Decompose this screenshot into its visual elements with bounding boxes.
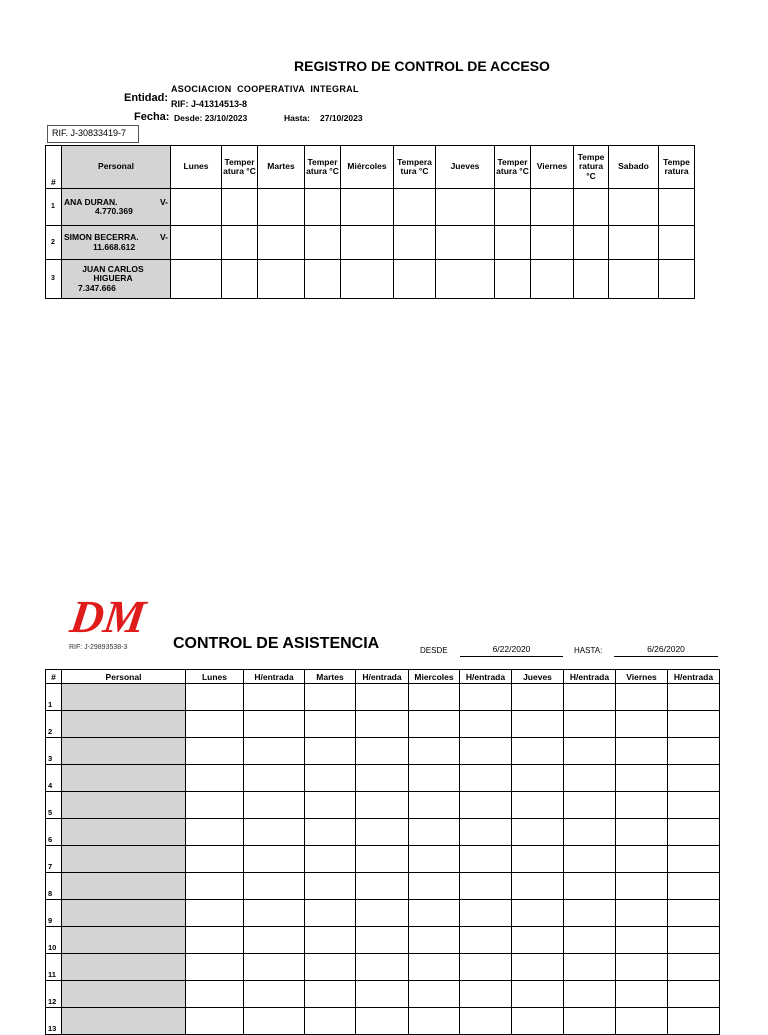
table-row [46, 765, 720, 792]
cell[interactable] [305, 189, 341, 226]
cell[interactable] [305, 260, 341, 299]
attendance-cell[interactable] [460, 900, 512, 927]
attendance-cell[interactable] [564, 873, 616, 900]
cell[interactable] [305, 226, 341, 260]
attendance-cell[interactable] [356, 1008, 409, 1035]
attendance-cell[interactable] [668, 927, 720, 954]
personal-name: JUAN CARLOS HIGUERA [82, 263, 144, 284]
attendance-cell[interactable] [668, 846, 720, 873]
form1-title: REGISTRO DE CONTROL DE ACCESO [294, 58, 550, 74]
attendance-cell[interactable] [512, 900, 564, 927]
row-number: 8 [46, 873, 62, 900]
personal-id: 7.347.666 [78, 282, 116, 293]
cell[interactable] [659, 260, 695, 299]
attendance-cell[interactable] [356, 765, 409, 792]
cell[interactable] [495, 189, 531, 226]
table-row [46, 711, 720, 738]
attendance-cell[interactable] [668, 873, 720, 900]
desde-value[interactable]: 6/22/2020 [460, 644, 563, 657]
row-number: 12 [46, 981, 62, 1008]
attendance-cell[interactable] [616, 684, 668, 711]
attendance-cell[interactable] [409, 846, 460, 873]
header-sabado: Sabado [609, 146, 659, 189]
desde-label: DESDE [420, 646, 448, 655]
attendance-cell[interactable] [244, 684, 305, 711]
attendance-cell[interactable] [460, 684, 512, 711]
attendance-cell[interactable] [244, 954, 305, 981]
cell[interactable] [609, 189, 659, 226]
row-number: 13 [46, 1008, 62, 1035]
attendance-cell[interactable] [186, 981, 244, 1008]
table-row [46, 981, 720, 1008]
header-h-entrada: H/entrada [564, 670, 616, 684]
attendance-cell[interactable] [512, 981, 564, 1008]
personal-cell[interactable] [62, 873, 186, 900]
header-personal: Personal [62, 146, 171, 189]
table-row [46, 738, 720, 765]
cell[interactable] [222, 226, 258, 260]
entidad-value: ASOCIACION COOPERATIVA INTEGRAL [171, 84, 359, 94]
cell[interactable] [341, 189, 394, 226]
personal-cell[interactable] [62, 711, 186, 738]
attendance-cell[interactable] [409, 738, 460, 765]
attendance-cell[interactable] [305, 927, 356, 954]
attendance-cell[interactable] [305, 738, 356, 765]
attendance-cell[interactable] [616, 711, 668, 738]
attendance-cell[interactable] [512, 819, 564, 846]
table-row [46, 819, 720, 846]
table-row [46, 873, 720, 900]
attendance-cell[interactable] [564, 927, 616, 954]
attendance-cell[interactable] [186, 954, 244, 981]
table-row [46, 684, 720, 711]
personal-id-prefix: V- [159, 196, 168, 207]
header-temp-4: Temper atura °C [495, 146, 531, 189]
row-number: 2 [46, 711, 62, 738]
attendance-cell[interactable] [409, 684, 460, 711]
table-row [46, 189, 695, 226]
access-control-table [45, 145, 695, 299]
cell[interactable] [495, 226, 531, 260]
attendance-cell[interactable] [668, 819, 720, 846]
attendance-cell[interactable] [409, 1008, 460, 1035]
personal-cell[interactable] [62, 927, 186, 954]
header-martes: Martes [305, 670, 356, 684]
attendance-cell[interactable] [356, 792, 409, 819]
attendance-cell[interactable] [512, 927, 564, 954]
attendance-cell[interactable] [409, 792, 460, 819]
row-number: 3 [46, 260, 62, 299]
attendance-cell[interactable] [186, 819, 244, 846]
attendance-cell[interactable] [305, 684, 356, 711]
cell[interactable] [436, 260, 495, 299]
form2-rif: RIF: J-29893538-3 [69, 644, 128, 651]
attendance-cell[interactable] [305, 954, 356, 981]
fecha-label: Fecha: [134, 111, 170, 123]
cell[interactable] [531, 226, 574, 260]
attendance-cell[interactable] [564, 792, 616, 819]
attendance-cell[interactable] [409, 873, 460, 900]
table-row [46, 900, 720, 927]
attendance-cell[interactable] [564, 711, 616, 738]
attendance-cell[interactable] [244, 1008, 305, 1035]
cell[interactable] [609, 260, 659, 299]
attendance-cell[interactable] [460, 1008, 512, 1035]
personal-cell[interactable] [62, 819, 186, 846]
attendance-cell[interactable] [244, 873, 305, 900]
header-h-entrada: H/entrada [460, 670, 512, 684]
personal-cell[interactable] [62, 738, 186, 765]
attendance-cell[interactable] [616, 927, 668, 954]
row-number: 10 [46, 927, 62, 954]
attendance-cell[interactable] [460, 873, 512, 900]
attendance-cell[interactable] [564, 981, 616, 1008]
attendance-cell[interactable] [244, 981, 305, 1008]
header-viernes: Viernes [616, 670, 668, 684]
header-jueves: Jueves [436, 146, 495, 189]
attendance-cell[interactable] [668, 900, 720, 927]
header-miercoles: Miercoles [409, 670, 460, 684]
row-number: 1 [46, 684, 62, 711]
attendance-cell[interactable] [244, 927, 305, 954]
row-number: 2 [46, 226, 62, 260]
cell[interactable] [394, 260, 436, 299]
table-row [46, 927, 720, 954]
header-h-entrada: H/entrada [244, 670, 305, 684]
attendance-cell[interactable] [244, 765, 305, 792]
attendance-cell[interactable] [512, 792, 564, 819]
row-number: 3 [46, 738, 62, 765]
attendance-cell[interactable] [564, 684, 616, 711]
attendance-table [45, 669, 720, 1035]
personal-cell[interactable] [62, 684, 186, 711]
attendance-cell[interactable] [564, 900, 616, 927]
row-number: 5 [46, 792, 62, 819]
hasta-value[interactable]: 6/26/2020 [614, 644, 718, 657]
attendance-cell[interactable] [564, 1008, 616, 1035]
table-row [46, 260, 695, 299]
attendance-cell[interactable] [512, 846, 564, 873]
attendance-cell[interactable] [409, 927, 460, 954]
attendance-cell[interactable] [244, 711, 305, 738]
attendance-cell[interactable] [616, 873, 668, 900]
attendance-cell[interactable] [356, 684, 409, 711]
personal-cell[interactable] [62, 981, 186, 1008]
cell[interactable] [531, 189, 574, 226]
cell[interactable] [574, 226, 609, 260]
attendance-cell[interactable] [668, 1008, 720, 1035]
personal-name: ANA DURAN. [64, 196, 118, 207]
attendance-cell[interactable] [668, 684, 720, 711]
table-row [46, 954, 720, 981]
hasta-label: HASTA: [574, 646, 603, 655]
attendance-cell[interactable] [616, 765, 668, 792]
attendance-cell[interactable] [460, 792, 512, 819]
personal-cell[interactable] [62, 846, 186, 873]
personal-cell[interactable] [62, 792, 186, 819]
attendance-cell[interactable] [616, 954, 668, 981]
rif-box: RIF. J-30833419-7 [47, 125, 139, 143]
attendance-cell[interactable] [244, 900, 305, 927]
attendance-cell[interactable] [668, 738, 720, 765]
row-number: 7 [46, 846, 62, 873]
personal-name: SIMON BECERRA. [64, 232, 139, 242]
personal-cell[interactable] [62, 954, 186, 981]
header-personal: Personal [62, 670, 186, 684]
cell[interactable] [495, 260, 531, 299]
attendance-cell[interactable] [616, 846, 668, 873]
attendance-cell[interactable] [305, 873, 356, 900]
attendance-cell[interactable] [564, 819, 616, 846]
personal-cell [62, 260, 171, 299]
cell[interactable] [394, 189, 436, 226]
form2-title: CONTROL DE ASISTENCIA [173, 635, 380, 652]
cell[interactable] [222, 189, 258, 226]
table-row [46, 792, 720, 819]
cell[interactable] [258, 226, 305, 260]
header-martes: Martes [258, 146, 305, 189]
attendance-cell[interactable] [512, 1008, 564, 1035]
attendance-cell[interactable] [668, 792, 720, 819]
attendance-cell[interactable] [186, 1008, 244, 1035]
header-miercoles: Miércoles [341, 146, 394, 189]
personal-id: 4.770.369 [95, 206, 133, 216]
dm-logo [66, 591, 149, 642]
attendance-cell[interactable] [356, 738, 409, 765]
attendance-cell[interactable] [186, 792, 244, 819]
attendance-cell[interactable] [409, 711, 460, 738]
attendance-cell[interactable] [616, 819, 668, 846]
attendance-cell[interactable] [512, 765, 564, 792]
cell[interactable] [531, 260, 574, 299]
header-num: # [46, 146, 62, 189]
attendance-cell[interactable] [409, 900, 460, 927]
attendance-cell[interactable] [409, 819, 460, 846]
attendance-cell[interactable] [460, 711, 512, 738]
attendance-cell[interactable] [305, 981, 356, 1008]
header-temp-5: Tempe ratura °C [574, 146, 609, 189]
table-header-row [46, 670, 720, 684]
header-lunes: Lunes [171, 146, 222, 189]
personal-cell[interactable] [62, 1008, 186, 1035]
attendance-cell[interactable] [409, 954, 460, 981]
entidad-rif: RIF: J-41314513-8 [171, 99, 248, 109]
attendance-cell[interactable] [564, 738, 616, 765]
entidad-label: Entidad: [124, 92, 168, 104]
attendance-cell[interactable] [616, 900, 668, 927]
attendance-cell[interactable] [244, 792, 305, 819]
attendance-cell[interactable] [305, 711, 356, 738]
attendance-cell[interactable] [356, 819, 409, 846]
attendance-cell[interactable] [616, 981, 668, 1008]
attendance-cell[interactable] [244, 738, 305, 765]
cell[interactable] [222, 260, 258, 299]
attendance-cell[interactable] [616, 1008, 668, 1035]
cell[interactable] [341, 260, 394, 299]
attendance-cell[interactable] [186, 738, 244, 765]
cell[interactable] [171, 189, 222, 226]
header-temp-6: Tempe ratura [659, 146, 695, 189]
personal-cell[interactable] [62, 765, 186, 792]
attendance-cell[interactable] [356, 981, 409, 1008]
attendance-cell[interactable] [564, 765, 616, 792]
attendance-cell[interactable] [186, 873, 244, 900]
header-viernes: Viernes [531, 146, 574, 189]
attendance-cell[interactable] [305, 900, 356, 927]
attendance-cell[interactable] [512, 873, 564, 900]
header-num: # [46, 670, 62, 684]
cell[interactable] [436, 226, 495, 260]
fecha-hasta-label: Hasta: [284, 113, 310, 123]
row-number: 6 [46, 819, 62, 846]
attendance-cell[interactable] [512, 711, 564, 738]
header-h-entrada: H/entrada [356, 670, 409, 684]
attendance-cell[interactable] [668, 765, 720, 792]
attendance-cell[interactable] [305, 819, 356, 846]
attendance-cell[interactable] [668, 954, 720, 981]
attendance-cell[interactable] [356, 900, 409, 927]
row-number: 4 [46, 765, 62, 792]
row-number: 9 [46, 900, 62, 927]
attendance-cell[interactable] [356, 873, 409, 900]
cell[interactable] [659, 226, 695, 260]
cell[interactable] [171, 226, 222, 260]
cell[interactable] [171, 260, 222, 299]
attendance-cell[interactable] [305, 765, 356, 792]
header-h-entrada: H/entrada [668, 670, 720, 684]
attendance-cell[interactable] [305, 846, 356, 873]
attendance-cell[interactable] [460, 954, 512, 981]
attendance-cell[interactable] [356, 954, 409, 981]
attendance-cell[interactable] [244, 819, 305, 846]
attendance-cell[interactable] [512, 684, 564, 711]
attendance-cell[interactable] [186, 846, 244, 873]
personal-id-prefix: V- [159, 232, 168, 242]
table-row [46, 846, 720, 873]
cell[interactable] [609, 226, 659, 260]
attendance-cell[interactable] [512, 738, 564, 765]
personal-id: 11.668.612 [93, 241, 136, 252]
attendance-cell[interactable] [616, 738, 668, 765]
attendance-cell[interactable] [356, 927, 409, 954]
fecha-hasta-value: 27/10/2023 [320, 113, 363, 123]
table-header-row [46, 146, 695, 189]
header-temp-1: Temper atura °C [222, 146, 258, 189]
header-temp-2: Temper atura °C [305, 146, 341, 189]
attendance-cell[interactable] [186, 927, 244, 954]
personal-cell[interactable] [62, 900, 186, 927]
cell[interactable] [574, 260, 609, 299]
attendance-cell[interactable] [616, 792, 668, 819]
cell[interactable] [574, 189, 609, 226]
attendance-cell[interactable] [186, 684, 244, 711]
attendance-cell[interactable] [305, 792, 356, 819]
attendance-cell[interactable] [186, 765, 244, 792]
cell[interactable] [258, 260, 305, 299]
cell[interactable] [436, 189, 495, 226]
fecha-desde: Desde: 23/10/2023 [174, 113, 248, 123]
attendance-cell[interactable] [564, 846, 616, 873]
attendance-cell[interactable] [460, 765, 512, 792]
attendance-cell[interactable] [460, 981, 512, 1008]
attendance-cell[interactable] [409, 981, 460, 1008]
row-number: 1 [46, 189, 62, 226]
attendance-cell[interactable] [356, 711, 409, 738]
header-jueves: Jueves [512, 670, 564, 684]
header-temp-3: Tempera tura °C [394, 146, 436, 189]
attendance-cell[interactable] [460, 819, 512, 846]
attendance-cell[interactable] [460, 846, 512, 873]
attendance-cell[interactable] [668, 981, 720, 1008]
attendance-cell[interactable] [244, 846, 305, 873]
attendance-cell[interactable] [512, 954, 564, 981]
cell[interactable] [258, 189, 305, 226]
attendance-cell[interactable] [186, 711, 244, 738]
table-row [46, 1008, 720, 1035]
attendance-cell[interactable] [186, 900, 244, 927]
attendance-cell[interactable] [460, 738, 512, 765]
attendance-cell[interactable] [409, 765, 460, 792]
cell[interactable] [394, 226, 436, 260]
row-number: 11 [46, 954, 62, 981]
table-row [46, 226, 695, 260]
header-lunes: Lunes [186, 670, 244, 684]
attendance-cell[interactable] [564, 954, 616, 981]
logo-text: DM [67, 591, 149, 642]
attendance-cell[interactable] [460, 927, 512, 954]
attendance-cell[interactable] [668, 711, 720, 738]
cell[interactable] [659, 189, 695, 226]
attendance-cell[interactable] [305, 1008, 356, 1035]
attendance-cell[interactable] [356, 846, 409, 873]
cell[interactable] [341, 226, 394, 260]
personal-cell [62, 226, 171, 260]
personal-cell [62, 189, 171, 226]
